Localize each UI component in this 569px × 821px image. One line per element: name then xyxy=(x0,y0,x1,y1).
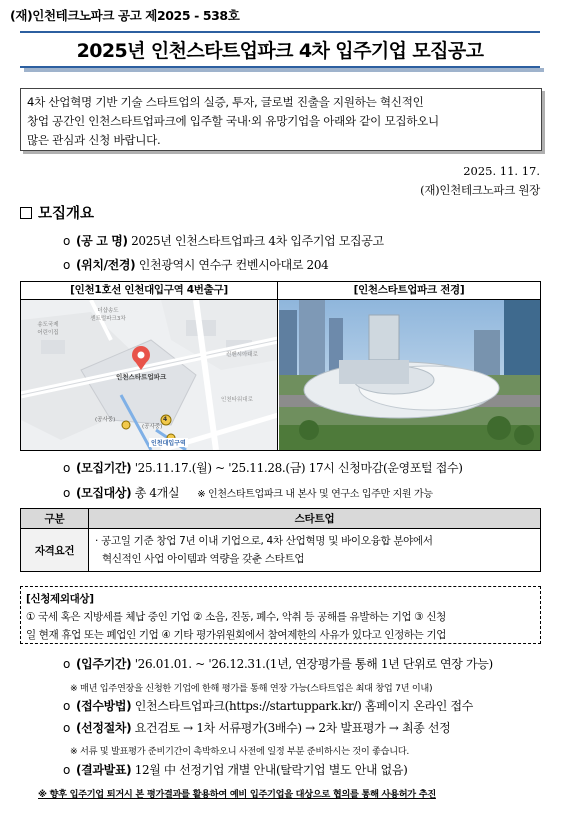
table-row xyxy=(21,529,541,572)
bullet-mark: o xyxy=(63,721,70,735)
intro-box xyxy=(20,88,542,151)
building-photo xyxy=(279,300,540,450)
title-banner xyxy=(20,31,540,68)
bullet-mark: o xyxy=(63,234,70,248)
notice-number: (재)인천테크노파크 공고 제2025 - 538호 xyxy=(10,8,240,23)
item-target xyxy=(63,484,433,501)
term-note: ※ 매년 입주연장을 신청한 기업에 한해 평가를 통해 연장 가능(스타트업은 최대 창업 7년 이내) xyxy=(70,683,433,694)
process-note: ※ 서류 및 발표평가 준비기간이 촉박하오니 사전에 일정 부분 준비하시는 것이 좋습니다. xyxy=(70,746,409,757)
map-exit-label: 4 xyxy=(163,416,168,423)
table-header-startup: 스타트업 xyxy=(89,509,541,529)
bullet-mark: o xyxy=(63,763,70,777)
item-value: 요건검토 → 1차 서류평가(3배수) → 2차 발표평가 → 최종 선정 xyxy=(134,721,451,735)
item-key: (공 고 명) xyxy=(76,234,128,248)
item-key: (모집기간) xyxy=(76,461,132,475)
row-value xyxy=(89,529,541,572)
section-title: 모집개요 xyxy=(38,206,95,222)
square-bullet-icon xyxy=(20,207,32,219)
intro-line-3: 많은 관심과 신청 바랍니다. xyxy=(27,133,161,147)
item-result xyxy=(63,761,407,778)
target-note: ※ 인천스타트업파크 내 본사 및 연구소 입주만 지원 가능 xyxy=(197,489,433,500)
bullet-mark: o xyxy=(63,461,70,475)
item-value: 총 4개실 xyxy=(134,486,180,500)
bullet-mark: o xyxy=(63,699,70,713)
item-apply xyxy=(63,697,473,714)
item-value: 12월 中 선정기업 개별 안내(탈락기업 별도 안내 없음) xyxy=(134,763,408,777)
requirements-table xyxy=(20,508,541,572)
photo-table xyxy=(20,281,541,451)
item-value: '26.01.01. ~ '26.12.31.(1년, 연장평가를 통해 1년 단위로 연장 가능) xyxy=(134,657,493,671)
exclusion-box xyxy=(20,586,541,644)
item-key: (접수방법) xyxy=(76,699,132,713)
item-key: (모집대상) xyxy=(76,486,132,500)
item-key: (선정절차) xyxy=(76,721,132,735)
bullet-mark: o xyxy=(63,258,70,272)
item-location xyxy=(63,256,328,273)
map-road-label: 컨벤시아대로 xyxy=(226,352,258,358)
map-area2-label: 송도국제 어린이집 xyxy=(37,322,59,336)
item-value: '25.11.17.(월) ~ '25.11.28.(금) 17시 신청마감(운영포털 접수) xyxy=(134,461,463,475)
map-pin-label: 인천스타트업파크 xyxy=(116,373,167,381)
section-heading xyxy=(20,202,94,223)
page-title: 2025년 인천스타트업파크 4차 입주기업 모집공고 xyxy=(76,40,484,62)
intro-line-2: 창업 공간인 인천스타트업파크에 입주할 국내·외 유망기업을 아래와 같이 모집하오니 xyxy=(27,114,439,128)
map-bus-label-1: (공사중) xyxy=(95,417,116,423)
map-station-label: 인천대입구역 xyxy=(151,440,186,447)
row-label: 자격요건 xyxy=(21,529,89,572)
title-shadow xyxy=(24,68,544,72)
item-term xyxy=(63,655,493,672)
item-value: 인천광역시 연수구 컨벤시아대로 204 xyxy=(138,258,329,272)
map-road2-label: 인천타워대로 xyxy=(221,397,253,403)
item-period xyxy=(63,459,463,476)
map-area-label: 더샵송도 센트럴파크3차 xyxy=(90,308,126,322)
bullet-mark: o xyxy=(63,657,70,671)
view-caption: [인천스타트업파크 전경] xyxy=(278,282,540,300)
issue-date: 2025. 11. 17. xyxy=(463,164,540,178)
location-map xyxy=(21,300,278,450)
map-bus-label-2: (공사중) xyxy=(142,424,163,430)
bullet-mark: o xyxy=(63,486,70,500)
table-header-category: 구분 xyxy=(21,509,89,529)
row-value-line-2: 혁신적인 사업 아이템과 역량을 갖춘 스타트업 xyxy=(102,553,305,565)
item-key: (위치/전경) xyxy=(76,258,136,272)
item-process xyxy=(63,719,450,736)
final-note: ※ 향후 입주기업 퇴거시 본 평가결과를 활용하여 예비 입주기업을 대상으로 협의를 통해 사용허가 추진 xyxy=(38,789,436,800)
item-value: 인천스타트업파크(https://startuppark.kr/) 홈페이지 온라인 접수 xyxy=(134,699,473,713)
exclusion-head: [신청제외대상] xyxy=(26,593,94,605)
map-caption: [인천1호선 인천대입구역 4번출구] xyxy=(21,282,278,300)
row-value-line-1: · 공고일 기준 창업 7년 이내 기업으로, 4차 산업혁명 및 바이오융합 분야에서 xyxy=(95,535,433,547)
exclusion-line-2: 일 현재 휴업 또는 폐업인 기업 ④ 기타 평가위원회에서 참여제한의 사유가 있다고 인정하는 기업 xyxy=(26,629,447,641)
item-value: 2025년 인천스타트업파크 4차 입주기업 모집공고 xyxy=(131,234,384,248)
intro-line-1: 4차 산업혁명 기반 기술 스타트업의 실증, 투자, 글로벌 진출을 지원하는 혁신적인 xyxy=(27,95,424,109)
building-photo-svg xyxy=(279,300,540,450)
item-key: (결과발표) xyxy=(76,763,132,777)
item-name xyxy=(63,232,384,249)
item-key: (입주기간) xyxy=(76,657,132,671)
exclusion-line-1: ① 국세 혹은 지방세를 체납 중인 기업 ② 소음, 진동, 폐수, 악취 등 공해를 유발하는 기업 ③ 신청 xyxy=(26,611,446,623)
issuer-org: (재)인천테크노파크 원장 xyxy=(420,183,540,197)
